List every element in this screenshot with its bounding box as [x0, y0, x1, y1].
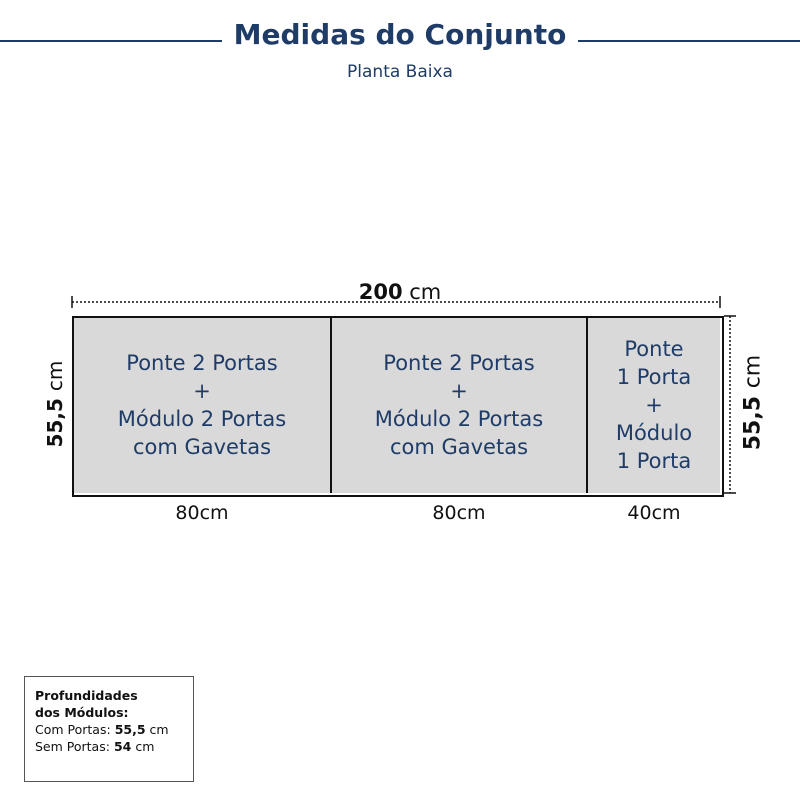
page-title: Medidas do Conjunto — [233, 18, 567, 51]
height-left-value: 55,5 — [43, 398, 67, 448]
module-divider-1 — [330, 317, 332, 493]
legend-heading-1: Profundidades — [35, 688, 138, 703]
legend-without-doors: Sem Portas: 54 cm — [35, 739, 155, 754]
height-left-unit: cm — [43, 360, 67, 392]
module-3-width: 40cm — [627, 502, 681, 524]
module-1-label: Ponte 2 Portas + Módulo 2 Portas com Gavetas — [117, 351, 287, 459]
legend-heading-2: dos Módulos: — [35, 705, 129, 720]
height-right-label — [741, 348, 766, 458]
page-subtitle: Planta Baixa — [347, 62, 453, 82]
height-right-unit: cm — [740, 354, 766, 389]
height-left-label — [43, 354, 67, 454]
module-2 — [332, 317, 586, 493]
module-3 — [588, 317, 720, 493]
module-1 — [74, 317, 330, 493]
module-3-label: Ponte 1 Porta + Módulo 1 Porta — [615, 337, 693, 473]
total-width-value: 200 — [358, 280, 403, 304]
module-2-width: 80cm — [432, 502, 486, 524]
module-2-label: Ponte 2 Portas + Módulo 2 Portas com Gavetas — [374, 351, 544, 459]
height-right-value: 55,5 — [740, 395, 766, 451]
total-width-unit: cm — [409, 280, 442, 304]
module-1-width: 80cm — [175, 502, 229, 524]
depth-legend — [24, 676, 194, 782]
module-divider-2 — [586, 317, 588, 493]
legend-with-doors: Com Portas: 55,5 cm — [35, 722, 169, 737]
